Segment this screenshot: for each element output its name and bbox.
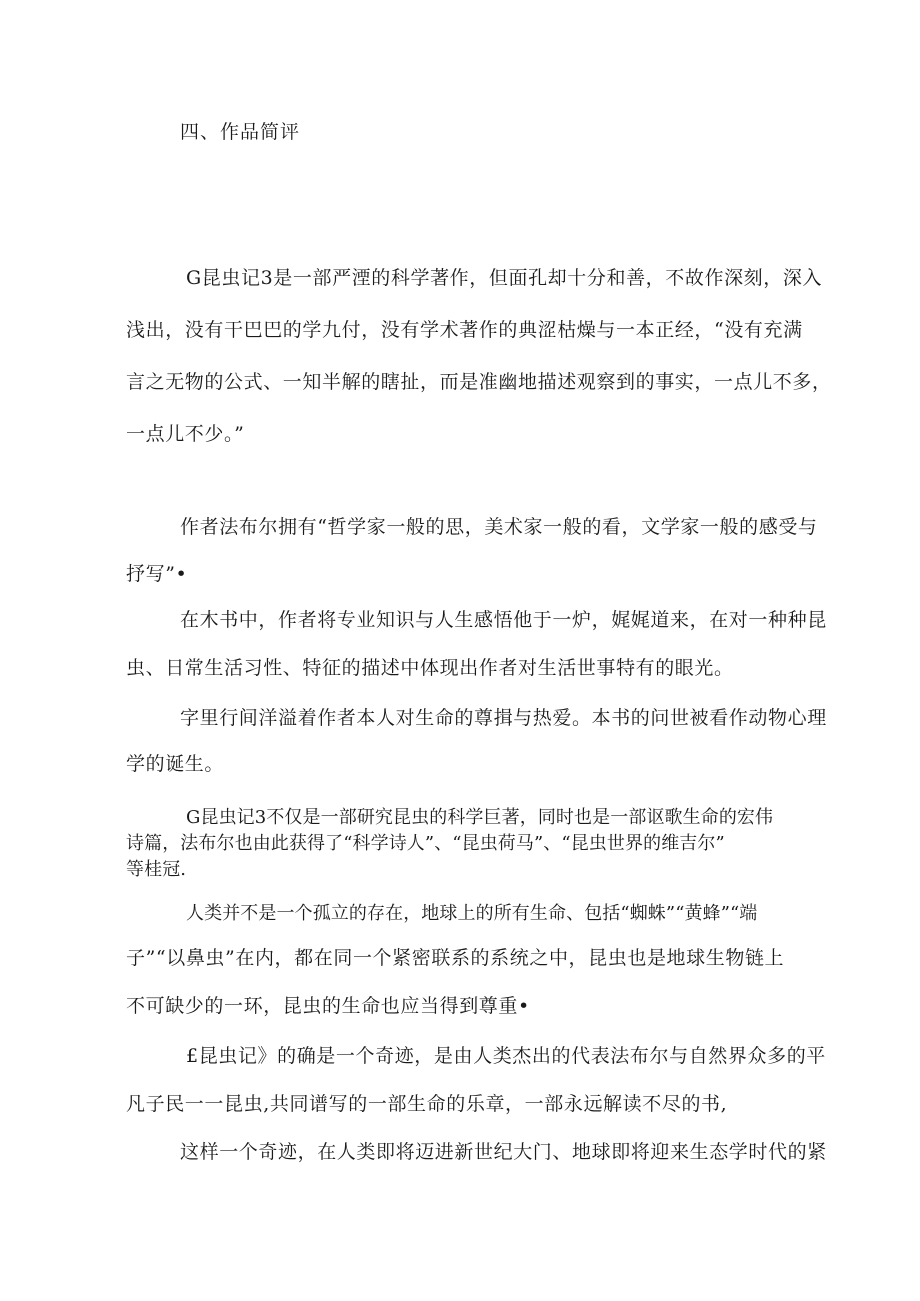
paragraph-line: 子”“以鼻虫”在内，都在同一个紧密联系的系统之中，昆虫也是地球生物链上	[126, 947, 785, 969]
paragraph-line: 一点儿不少。”	[126, 423, 245, 445]
paragraph-line: 作者法布尔拥有“哲学家一般的思，美术家一般的看，文学家一般的感受与	[180, 516, 818, 538]
paragraph-line: 抒写”•	[126, 563, 188, 585]
paragraph-line: 不可缺少的一环，昆虫的生命也应当得到尊重•	[126, 995, 530, 1017]
paragraph-line: 虫、日常生活习性、特征的描述中体现出作者对生活世事特有的眼光。	[126, 657, 734, 679]
paragraph-line: G昆虫记3是一部严湮的科学著作，但面孔却十分和善，不故作深刻，深入	[186, 267, 823, 289]
paragraph-line: 在木书中，作者将专业知识与人生感悟他于一炉，娓娓道来，在对一种种昆	[180, 609, 827, 631]
paragraph-line: 学的诞生。	[126, 753, 225, 775]
paragraph-line: 浅出，没有干巴巴的学九付，没有学术著作的典涩枯燥与一本正经，“没有充满	[126, 319, 803, 341]
paragraph-line: £昆虫记》的确是一个奇迹，是由人类杰出的代表法布尔与自然界众多的平	[186, 1045, 826, 1067]
paragraph-line: 凡子民一一昆虫,共同谱写的一部生命的乐章，一部永远解读不尽的书,	[126, 1093, 728, 1115]
paragraph-line: G昆虫记3不仅是一部研究昆虫的科学巨著，同时也是一部讴歌生命的宏伟	[186, 807, 774, 828]
paragraph-line: 人类并不是一个孤立的存在，地球上的所有生命、包括“蜘蛛”“黄蜂”“端	[186, 903, 758, 924]
section-heading: 四、作品简评	[180, 121, 301, 143]
paragraph-line: 诗篇，法布尔也由此获得了“科学诗人”、“昆虫荷马”、“昆虫世界的维吉尔”	[126, 833, 725, 854]
paragraph-line: 等桂冠.	[126, 859, 187, 880]
paragraph-line: 言之无物的公式、一知半解的瞎扯，而是准幽地描述观察到的事实，一点儿不多，	[126, 371, 832, 393]
paragraph-line: 字里行间洋溢着作者本人对生命的尊揖与热爱。本书的问世被看作动物心理	[180, 707, 827, 729]
paragraph-line: 这样一个奇迹，在人类即将迈进新世纪大门、地球即将迎来生态学时代的紧	[180, 1141, 827, 1163]
